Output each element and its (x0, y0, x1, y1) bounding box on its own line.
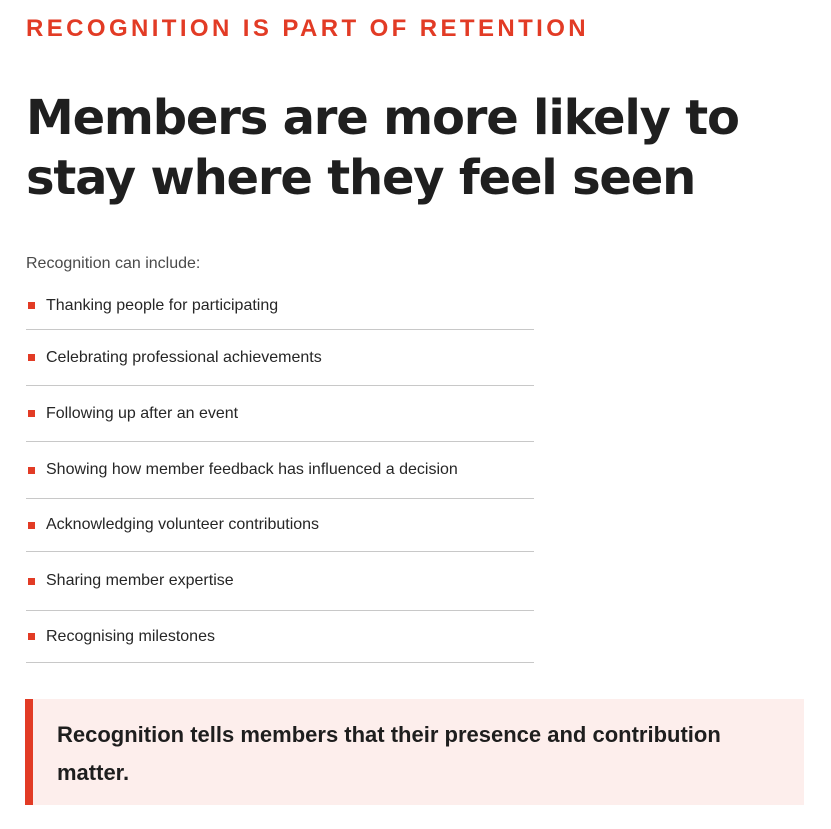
list-item (26, 330, 534, 386)
list-item-text: Following up after an event (46, 404, 239, 422)
square-bullet-icon (28, 578, 35, 585)
list-intro: Recognition can include: (26, 255, 201, 272)
list-item-text: Thanking people for participating (46, 296, 279, 314)
list-item-text: Showing how member feedback has influenced a decision (46, 461, 458, 478)
list-item-text: Celebrating professional achievements (46, 348, 322, 366)
square-bullet-icon (28, 467, 35, 474)
square-bullet-icon (28, 522, 35, 529)
list-item (26, 552, 534, 611)
recognition-list (26, 282, 534, 663)
list-item (26, 611, 534, 663)
square-bullet-icon (28, 354, 35, 361)
list-item (26, 442, 534, 499)
callout-box (25, 699, 804, 805)
list-item (26, 282, 534, 330)
list-item (26, 386, 534, 442)
list-item-text: Acknowledging volunteer contributions (46, 516, 320, 533)
square-bullet-icon (28, 302, 35, 309)
section-eyebrow: RECOGNITION IS PART OF RETENTION (26, 15, 590, 42)
callout-text: Recognition tells members that their presence and contribution matter. (57, 722, 721, 785)
square-bullet-icon (28, 633, 35, 640)
list-item-text: Sharing member expertise (46, 572, 234, 589)
square-bullet-icon (28, 410, 35, 417)
page-headline: Members are more likely to stay where they feel seen (26, 90, 739, 206)
list-item (26, 499, 534, 552)
list-item-text: Recognising milestones (46, 627, 215, 645)
